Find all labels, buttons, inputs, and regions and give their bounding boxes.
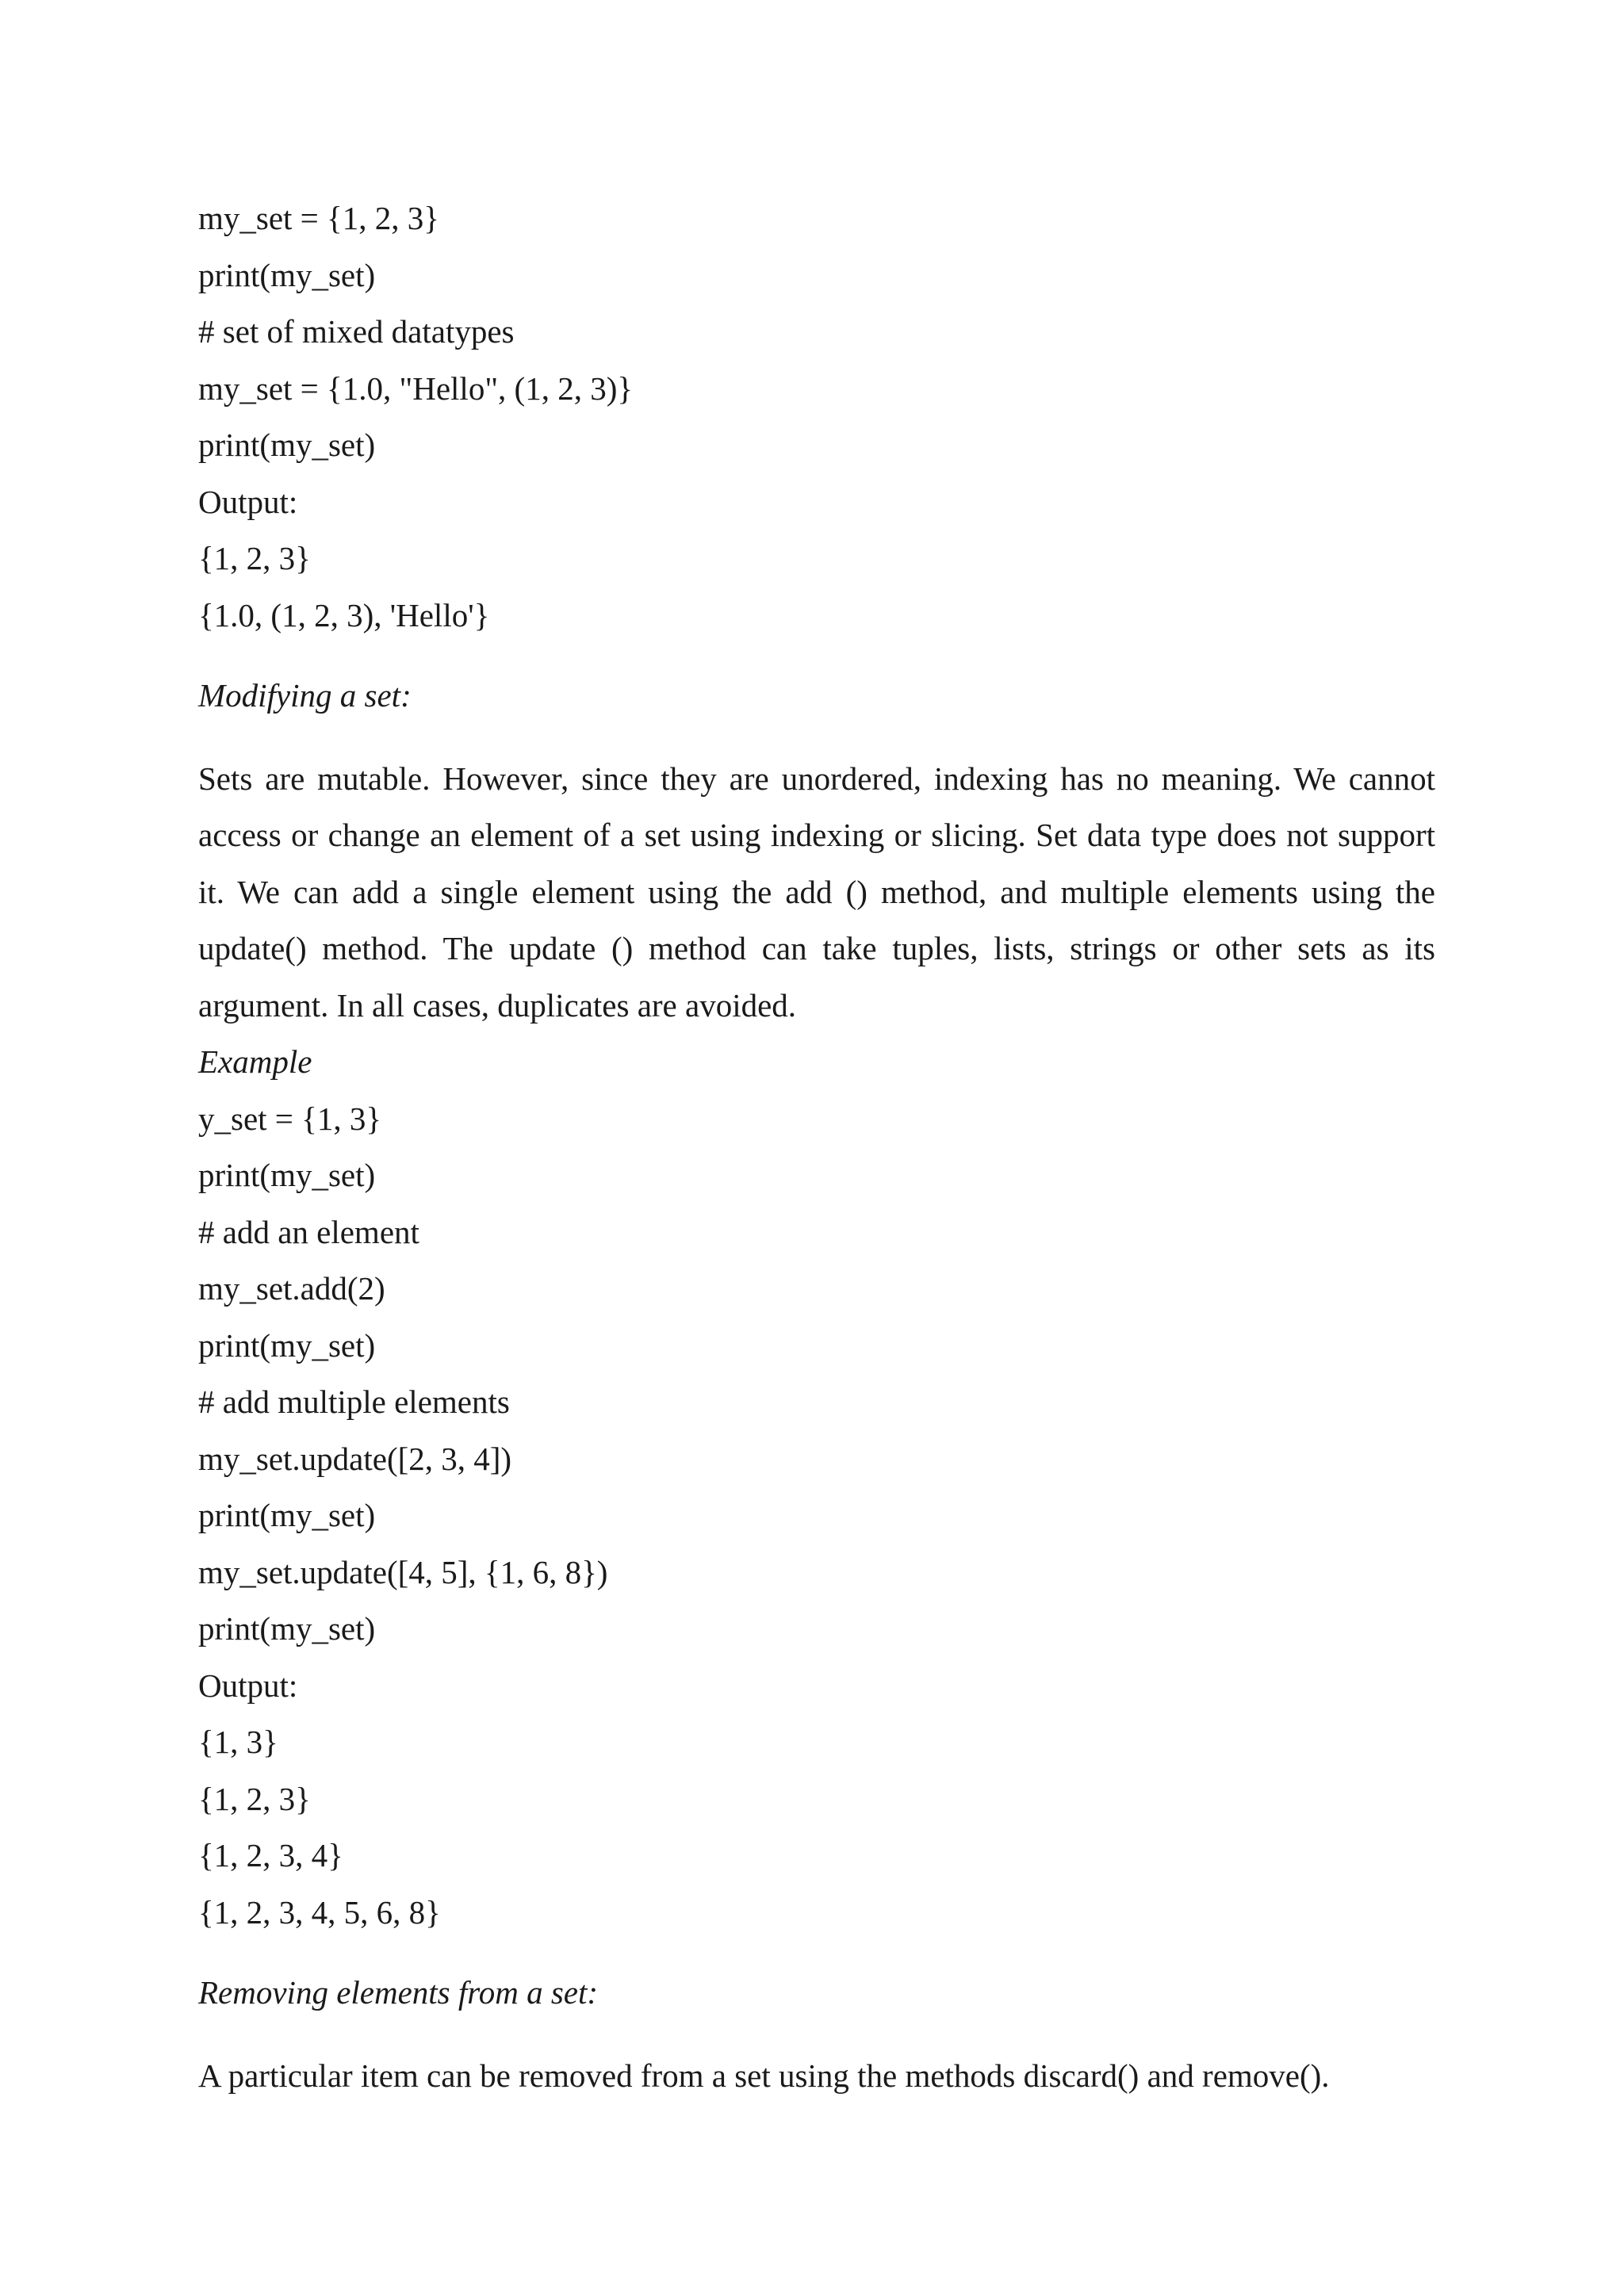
output-line: {1, 3} xyxy=(198,1724,278,1760)
code-line: print(my_set) xyxy=(198,1610,376,1647)
code-line: print(my_set) xyxy=(198,1326,376,1364)
code-comment: # add an element xyxy=(198,1213,419,1250)
code-line: my_set.add(2) xyxy=(198,1270,385,1307)
code-comment: # add multiple elements xyxy=(198,1383,510,1420)
code-line: y_set = {1, 3} xyxy=(198,1100,382,1137)
body-paragraph: Sets are mutable. However, since they are unordered, indexing has no meaning. We cannot access or change an element of a set using indexing or slicing. Set data type does not support it. We can add a single element using the add () method, and multiple elements using the update() method. The update () method can take tuples, lists, strings or other sets as its argument. In all cases, duplicates are avoided. xyxy=(198,760,1435,1024)
code-line: print(my_set) xyxy=(198,427,376,463)
code-comment: # set of mixed datatypes xyxy=(198,313,515,350)
section-heading-modifying: Modifying a set: xyxy=(198,677,412,714)
output-line: {1, 2, 3, 4} xyxy=(198,1837,343,1873)
code-line: print(my_set) xyxy=(198,1157,376,1193)
code-block-creation xyxy=(198,190,1435,644)
code-block-modify xyxy=(198,1091,1435,1942)
example-label: Example xyxy=(198,1043,312,1080)
body-paragraph: A particular item can be removed from a set using the methods discard() and remove(). xyxy=(198,2057,1330,2094)
output-label: Output: xyxy=(198,483,298,520)
code-line: my_set = {1, 2, 3} xyxy=(198,200,439,236)
output-label: Output: xyxy=(198,1667,298,1704)
code-line: my_set.update([2, 3, 4]) xyxy=(198,1440,512,1477)
output-line: {1, 2, 3} xyxy=(198,1780,311,1817)
code-line: print(my_set) xyxy=(198,256,376,293)
output-line: {1.0, (1, 2, 3), 'Hello'} xyxy=(198,596,490,633)
section-heading-removing: Removing elements from a set: xyxy=(198,1974,599,2011)
document-page xyxy=(198,190,1435,2104)
output-line: {1, 2, 3, 4, 5, 6, 8} xyxy=(198,1893,441,1931)
code-line: my_set = {1.0, "Hello", (1, 2, 3)} xyxy=(198,369,634,407)
output-line: {1, 2, 3} xyxy=(198,540,311,576)
code-line: print(my_set) xyxy=(198,1497,376,1533)
code-line: my_set.update([4, 5], {1, 6, 8}) xyxy=(198,1553,608,1590)
